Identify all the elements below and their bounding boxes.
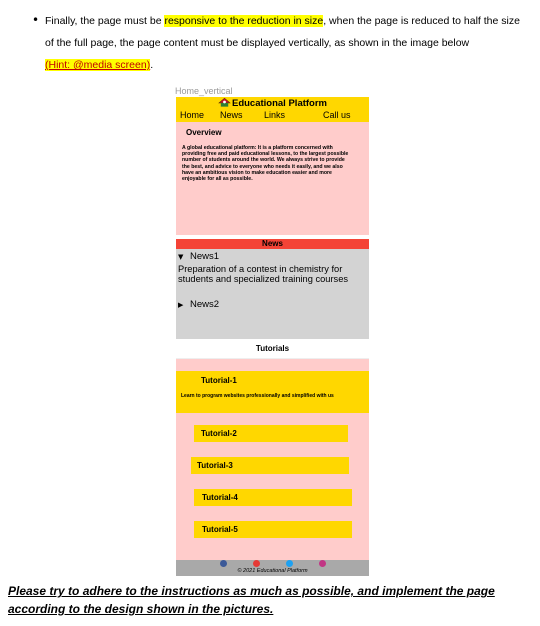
news1-label: News1: [190, 251, 220, 262]
tutorial-4-card: Tutorial-4: [194, 489, 352, 506]
mock-overview-section: [176, 122, 369, 235]
collapsed-triangle-icon: ▶: [178, 301, 184, 309]
twitter-icon: [286, 560, 293, 567]
facebook-icon: [220, 560, 227, 567]
social-icons: [176, 560, 369, 568]
nav-home: Home: [180, 110, 205, 120]
mock-nav: [176, 109, 369, 122]
news2-label: News2: [190, 299, 220, 310]
tutorials-section: [176, 359, 369, 564]
logo-icon: [218, 97, 231, 107]
overview-text: A global educational platform: It is a platform concerned with providing free and paid educational lessons, to the largest possible number of students around the world. We always strive to provide the best, and advice to everyone who needs it easily, and we also have an ambitious vision to make education easier and more enjoyable for all as possible.: [182, 145, 349, 183]
tutorial-1-text: Learn to program websites professionally and simplified with us: [181, 393, 334, 399]
instagram-icon: [319, 560, 326, 567]
vertical-layout-screenshot: [175, 86, 369, 574]
news2-summary: [178, 299, 219, 310]
news1-summary: [178, 251, 219, 262]
tutorial-1-card: [176, 371, 369, 413]
news1-text: Preparation of a contest in chemistry for students and specialized training courses: [178, 264, 349, 284]
instruction-highlight: responsive to the reduction in size: [164, 15, 324, 27]
nav-call-us: Call us: [323, 110, 351, 120]
tutorial-5-card: Tutorial-5: [194, 521, 352, 538]
instruction-text-2: , when the page is reduced to half the size of the full page, the page content must be displayed vertically, as shown in the image below: [45, 15, 520, 49]
nav-links: Links: [264, 110, 286, 120]
news-section: [176, 249, 369, 339]
tutorials-header: Tutorials: [176, 339, 369, 359]
tutorial-3-card: Tutorial-3: [191, 457, 349, 474]
instruction-period: .: [150, 59, 154, 71]
mock-header: [176, 97, 369, 109]
closing-instruction: Please try to adhere to the instructions as much as possible, and implement the page according to the design shown in the pictures.: [8, 584, 495, 616]
mock-caption: Home_vertical: [175, 86, 233, 96]
expanded-triangle-icon: ▼: [178, 253, 184, 261]
mock-page: [176, 97, 369, 574]
news-header: News: [176, 239, 369, 249]
instruction-paragraph: [45, 10, 530, 76]
youtube-icon: [253, 560, 260, 567]
instruction-hint: (Hint: @media screen): [45, 59, 151, 71]
nav-news: News: [220, 110, 243, 120]
instruction-text-1: Finally, the page must be: [45, 15, 165, 27]
tutorial-1-title: Tutorial-1: [201, 376, 237, 385]
overview-title: Overview: [186, 128, 222, 137]
tutorial-2-card: Tutorial-2: [194, 425, 348, 442]
footer-copyright: © 2021 Educational Platform: [237, 568, 308, 574]
bullet-marker: •: [32, 13, 40, 27]
mock-header-title: Educational Platform: [231, 98, 327, 109]
mock-footer: [176, 560, 369, 576]
